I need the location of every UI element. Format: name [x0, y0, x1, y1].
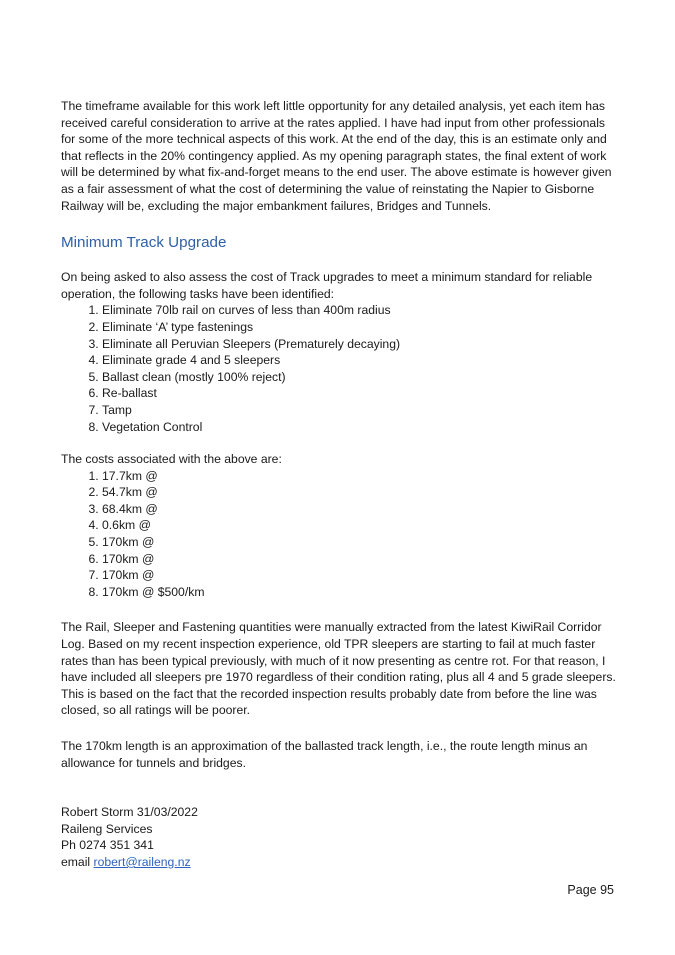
list-item: 6. 170km @	[102, 551, 617, 568]
list-item: 3. Eliminate all Peruvian Sleepers (Prematurely decaying)	[102, 336, 617, 353]
tasks-list	[61, 302, 617, 435]
tasks-intro: On being asked to also assess the cost of Track upgrades to meet a minimum standard for reliable operation, the following tasks have been identified:	[61, 270, 593, 301]
list-item: 2. 54.7km @	[102, 484, 617, 501]
list-item: 4. Eliminate grade 4 and 5 sleepers	[102, 352, 617, 369]
list-item: 7. Tamp	[102, 402, 617, 419]
signature-block	[61, 804, 617, 870]
length-paragraph: The 170km length is an approximation of the ballasted track length, i.e., the route length minus an allowance for tunnels and bridges.	[61, 739, 588, 770]
list-item: 6. Re-ballast	[102, 385, 617, 402]
list-item: 5. Ballast clean (mostly 100% reject)	[102, 369, 617, 386]
list-item: 1. 17.7km @	[102, 468, 617, 485]
page-number: Page 95	[567, 883, 614, 897]
list-item: 5. 170km @	[102, 534, 617, 551]
signature-company: Raileng Services	[61, 821, 153, 836]
intro-paragraph: The timeframe available for this work left little opportunity for any detailed analysis, yet each item has received careful consideration to arrive at the rates applied. I have had input from other professionals for some of the more technical aspects of this work. At the end of the day, this is an estimate only and that reflects in the 20% contingency applied. As my opening paragraph states, the final extent of work will be determined by what fix-and-forget means to the end user. The above estimate is however given as a fair assessment of what the cost of determining the value of reinstating the Napier to Gisborne Railway will be, excluding the major embankment failures, Bridges and Tunnels.	[61, 99, 612, 213]
email-label: email	[61, 854, 91, 869]
document-page	[61, 98, 617, 871]
list-item: 1. Eliminate 70lb rail on curves of less than 400m radius	[102, 302, 617, 319]
list-item: 8. Vegetation Control	[102, 419, 617, 436]
costs-intro: The costs associated with the above are:	[61, 452, 282, 467]
signature-email-line	[61, 854, 617, 871]
signature-phone: Ph 0274 351 341	[61, 838, 154, 853]
list-item: 4. 0.6km @	[102, 517, 617, 534]
signature-name-date: Robert Storm 31/03/2022	[61, 805, 198, 820]
section-heading: Minimum Track Upgrade	[61, 234, 227, 252]
list-item: 3. 68.4km @	[102, 501, 617, 518]
costs-list	[61, 468, 617, 601]
quantities-paragraph: The Rail, Sleeper and Fastening quantities were manually extracted from the latest KiwiRail Corridor Log. Based on my recent inspection experience, old TPR sleepers are starting to fail at much faster rates than has been typical previously, with much of it now presenting as centre rot. For that reason, I have included all sleepers pre 1970 regardless of their condition rating, plus all 4 and 5 grade sleepers. This is based on the fact that the recorded inspection results probably date from before the line was closed, so all ratings will be poorer.	[61, 620, 616, 718]
list-item: 2. Eliminate ‘A’ type fastenings	[102, 319, 617, 336]
list-item: 7. 170km @	[102, 567, 617, 584]
list-item: 8. 170km @ $500/km	[102, 584, 617, 601]
email-link[interactable]: robert@raileng.nz	[93, 854, 191, 869]
